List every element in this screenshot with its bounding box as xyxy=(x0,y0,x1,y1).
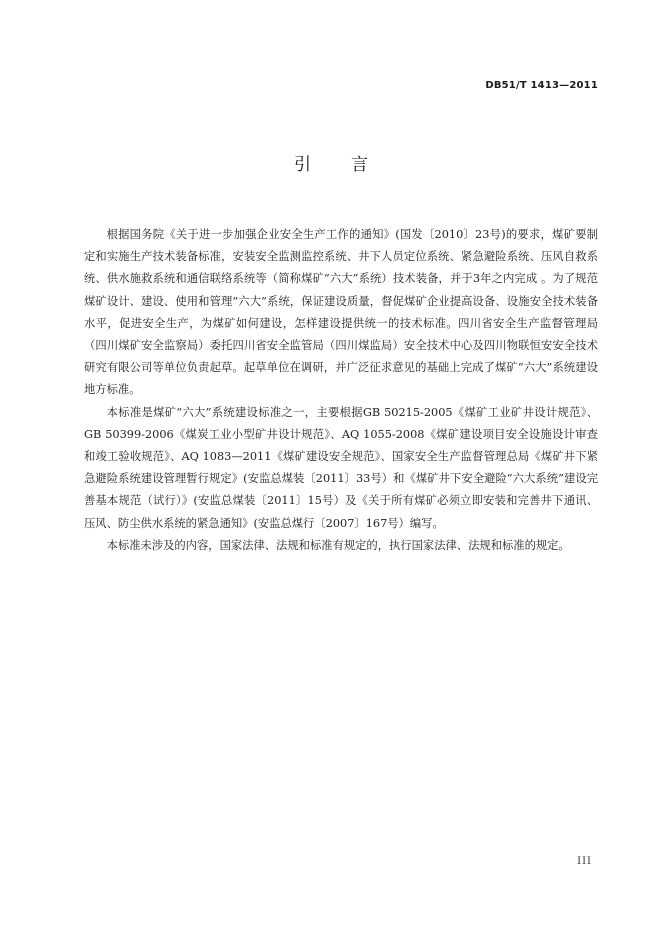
paragraph: 本标准未涉及的内容，国家法律、法规和标准有规定的，执行国家法律、法规和标准的规定。 xyxy=(106,538,570,552)
body-text xyxy=(84,224,598,557)
paragraph: 本标准是煤矿“六大”系统建设标准之一，主要根据GB 50215-2005《煤矿工业矿井设计规范》、GB 50399-2006《煤炭工业小型矿井设计规范》、AQ 1055-2008《煤矿建设项目安全设施设计审查和竣工验收规范》、AQ 1083—2011《煤矿建设安全规范》、国家安全生产监督管理总局《煤矿井下紧急避险系统建设管理暂行规定》(安监总煤装〔2011〕33号）和《煤矿井下安全避险“六大系统”建设完善基本规范（试行）》(安监总煤装〔2011〕15号）及《关于所有煤矿必须立即安装和完善井下通讯、压风、防尘供水系统的紧急通知》(安监总煤行〔2007〕167号）编写。 xyxy=(84,405,598,530)
document-code: DB51/T 1413—2011 xyxy=(485,80,598,91)
paragraph: 根据国务院《关于进一步加强企业安全生产工作的通知》(国发〔2010〕23号)的要求，煤矿要制定和实施生产技术装备标准，安装安全监测监控系统、井下人员定位系统、紧急避险系统、压风自救系统、供水施救系统和通信联络系统等（简称煤矿“六大”系统）技术装备，并于3年之内完成 。为了规范煤矿设计、建设、使用和管理“六大”系统，保证建设质量，督促煤矿企业提高设备、设施安全技术装备水平，促进安全生产，为煤矿如何建设，怎样建设提供统一的技术标准。四川省安全生产监督管理局（四川煤矿安全监察局）委托四川省安全监管局（四川煤监局）安全技术中心及四川物联恒安安全技术研究有限公司等单位负责起草。起草单位在调研，并广泛征求意见的基础上完成了煤矿“六大”系统建设地方标准。 xyxy=(84,228,598,397)
page-number: III xyxy=(577,856,592,867)
page-title: 引言 xyxy=(294,155,408,175)
